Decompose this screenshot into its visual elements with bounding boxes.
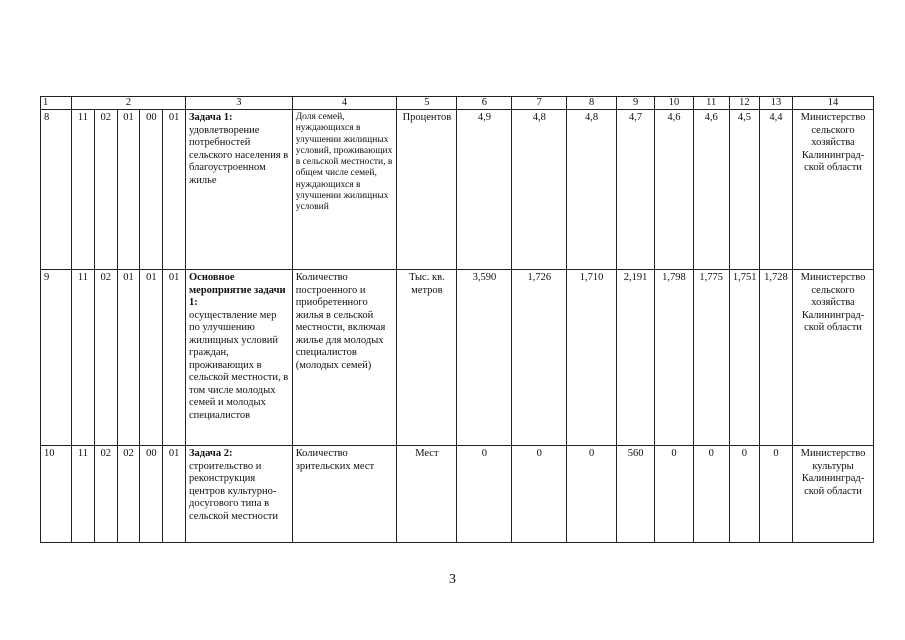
task-title: Задача 2: <box>189 448 233 459</box>
header-cell: 1 <box>41 97 72 110</box>
header-cell: 13 <box>759 97 792 110</box>
code-cell: 02 <box>94 270 117 446</box>
indicators-table <box>40 96 874 543</box>
responsible-cell: Министерство сельского хозяйства Калининград-ской области <box>793 110 874 270</box>
value-cell: 4,6 <box>655 110 693 270</box>
value-cell: 560 <box>616 446 654 543</box>
header-cell: 3 <box>186 97 293 110</box>
header-cell: 2 <box>72 97 186 110</box>
row-number: 10 <box>41 446 72 543</box>
value-cell: 1,728 <box>759 270 792 446</box>
code-cell: 11 <box>72 446 95 543</box>
header-cell: 9 <box>616 97 654 110</box>
code-cell: 02 <box>94 446 117 543</box>
value-cell: 3,590 <box>457 270 512 446</box>
task-cell <box>186 270 293 446</box>
value-cell: 0 <box>512 446 567 543</box>
value-cell: 4,8 <box>567 110 617 270</box>
task-text: осуществление мер по улучшению жилищных условий граждан, проживающих в сельской местности, в том числе молодых семей и молодых специалистов <box>189 309 289 421</box>
row-number: 9 <box>41 270 72 446</box>
task-cell <box>186 110 293 270</box>
table-row <box>41 446 874 543</box>
header-cell: 7 <box>512 97 567 110</box>
table-row <box>41 110 874 270</box>
value-cell: 0 <box>655 446 693 543</box>
header-cell: 8 <box>567 97 617 110</box>
code-cell: 00 <box>140 446 163 543</box>
value-cell: 1,726 <box>512 270 567 446</box>
code-cell: 01 <box>117 110 140 270</box>
value-cell: 0 <box>693 446 729 543</box>
header-cell: 14 <box>793 97 874 110</box>
value-cell: 0 <box>729 446 759 543</box>
responsible-cell: Министерство культуры Калининград-ской области <box>793 446 874 543</box>
code-cell: 02 <box>94 110 117 270</box>
value-cell: 0 <box>759 446 792 543</box>
task-text: строительство и реконструкция центров культурно-досугового типа в сельской местности <box>189 460 279 522</box>
code-cell: 11 <box>72 110 95 270</box>
value-cell: 4,9 <box>457 110 512 270</box>
header-cell: 5 <box>397 97 457 110</box>
unit-cell: Тыс. кв. метров <box>397 270 457 446</box>
indicator-cell: Количество построенного и приобретенного жилья в сельской местности, включая жилье для молодых специалистов (молодых семей) <box>292 270 397 446</box>
value-cell: 1,751 <box>729 270 759 446</box>
indicator-cell: Количество зрительских мест <box>292 446 397 543</box>
code-cell: 00 <box>140 110 163 270</box>
value-cell: 4,4 <box>759 110 792 270</box>
table-row <box>41 270 874 446</box>
code-cell: 11 <box>72 270 95 446</box>
value-cell: 4,6 <box>693 110 729 270</box>
code-cell: 01 <box>163 446 186 543</box>
code-cell: 01 <box>163 110 186 270</box>
task-title: Основное мероприятие задачи 1: <box>189 272 286 308</box>
header-cell: 4 <box>292 97 397 110</box>
value-cell: 0 <box>457 446 512 543</box>
row-number: 8 <box>41 110 72 270</box>
task-cell <box>186 446 293 543</box>
value-cell: 1,798 <box>655 270 693 446</box>
indicator-cell: Доля семей, нуждающихся в улучшении жилищных условий, проживающих в сельской местности, в общем числе семей, нуждающихся в улучшении жилищных условий <box>292 110 397 270</box>
task-text: удовлетворение потребностей сельского населения в благоустроенном жилье <box>189 124 289 186</box>
header-cell: 10 <box>655 97 693 110</box>
header-cell: 6 <box>457 97 512 110</box>
code-cell: 01 <box>163 270 186 446</box>
value-cell: 0 <box>567 446 617 543</box>
code-cell: 01 <box>140 270 163 446</box>
responsible-cell: Министерство сельского хозяйства Калининград-ской области <box>793 270 874 446</box>
value-cell: 4,8 <box>512 110 567 270</box>
value-cell: 4,7 <box>616 110 654 270</box>
code-cell: 02 <box>117 446 140 543</box>
unit-cell: Процентов <box>397 110 457 270</box>
value-cell: 1,710 <box>567 270 617 446</box>
header-cell: 12 <box>729 97 759 110</box>
value-cell: 4,5 <box>729 110 759 270</box>
page-number: 3 <box>449 572 456 587</box>
code-cell: 01 <box>117 270 140 446</box>
header-row <box>41 97 874 110</box>
unit-cell: Мест <box>397 446 457 543</box>
value-cell: 1,775 <box>693 270 729 446</box>
header-cell: 11 <box>693 97 729 110</box>
value-cell: 2,191 <box>616 270 654 446</box>
task-title: Задача 1: <box>189 112 233 123</box>
